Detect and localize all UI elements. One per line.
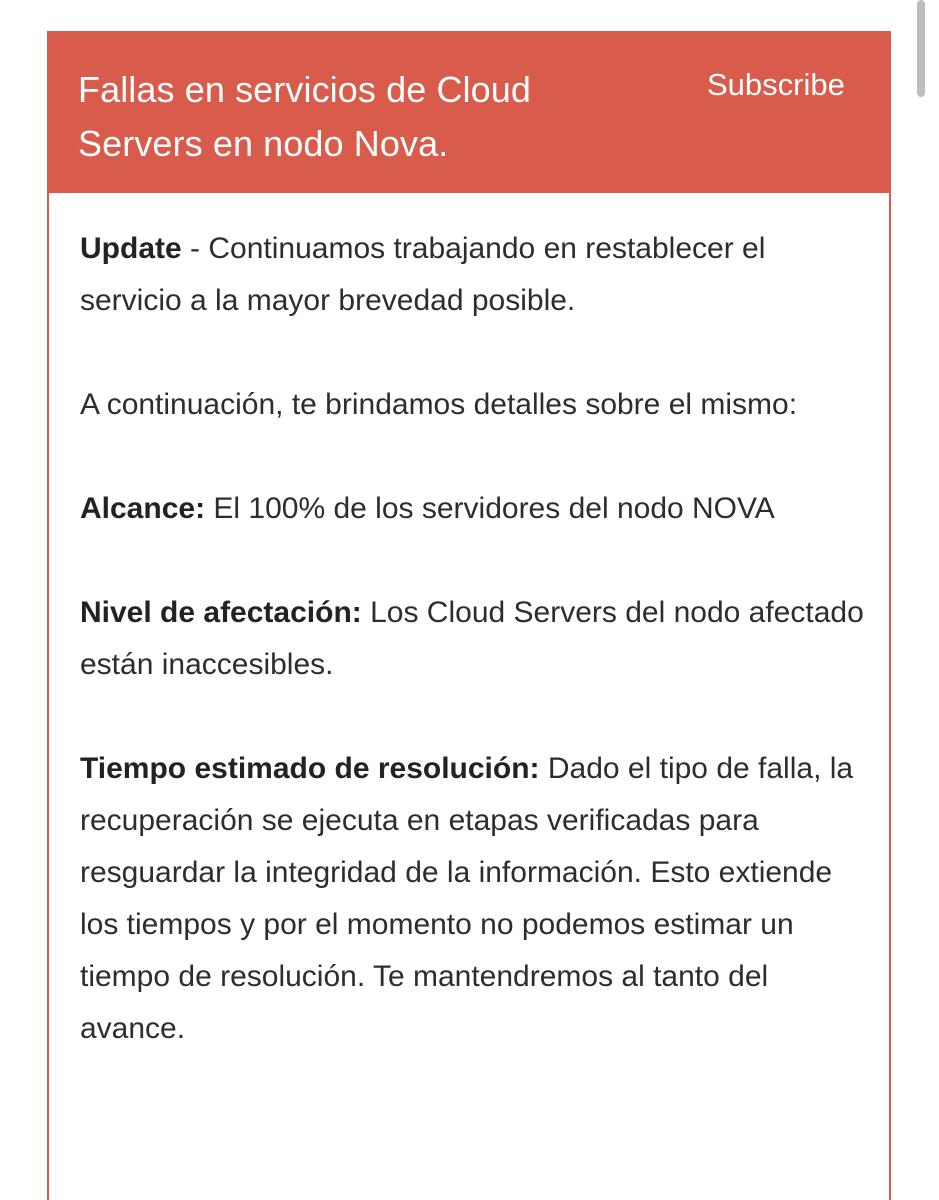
incident-title: Fallas en servicios de Cloud Servers en nodo Nova. xyxy=(78,69,532,164)
subscribe-button[interactable]: Subscribe xyxy=(707,67,845,102)
update-text: Continuamos trabajando en restablecer el servicio a la mayor brevedad posible. xyxy=(80,232,766,317)
details-intro: A continuación, te brindamos detalles sobre el mismo: xyxy=(80,388,798,421)
detail-impact-level-text: Los Cloud Servers del nodo afectado están inaccesibles. xyxy=(80,596,864,681)
detail-scope xyxy=(80,483,870,535)
incident-card xyxy=(47,31,891,1200)
update-paragraph xyxy=(80,223,870,327)
update-separator: - xyxy=(181,232,209,265)
scrollbar-thumb[interactable] xyxy=(917,0,925,97)
detail-impact-level xyxy=(80,587,870,691)
incident-header xyxy=(49,31,889,193)
detail-resolution-time xyxy=(80,743,870,1055)
detail-resolution-time-label: Tiempo estimado de resolución: xyxy=(80,752,540,785)
detail-resolution-time-text: Dado el tipo de falla, la recuperación se ejecuta en etapas verificadas para resguardar la integridad de la información. Esto extiende los tiempos y por el momento no podemos estimar un tiempo de resolución. Te mantendremos al tanto del avance. xyxy=(80,752,854,1045)
detail-scope-text: El 100% de los servidores del nodo NOVA xyxy=(205,492,775,525)
update-label: Update xyxy=(80,232,182,265)
detail-scope-label: Alcance: xyxy=(80,492,206,525)
detail-impact-level-label: Nivel de afectación: xyxy=(80,596,362,629)
incident-update-body xyxy=(80,223,870,1107)
